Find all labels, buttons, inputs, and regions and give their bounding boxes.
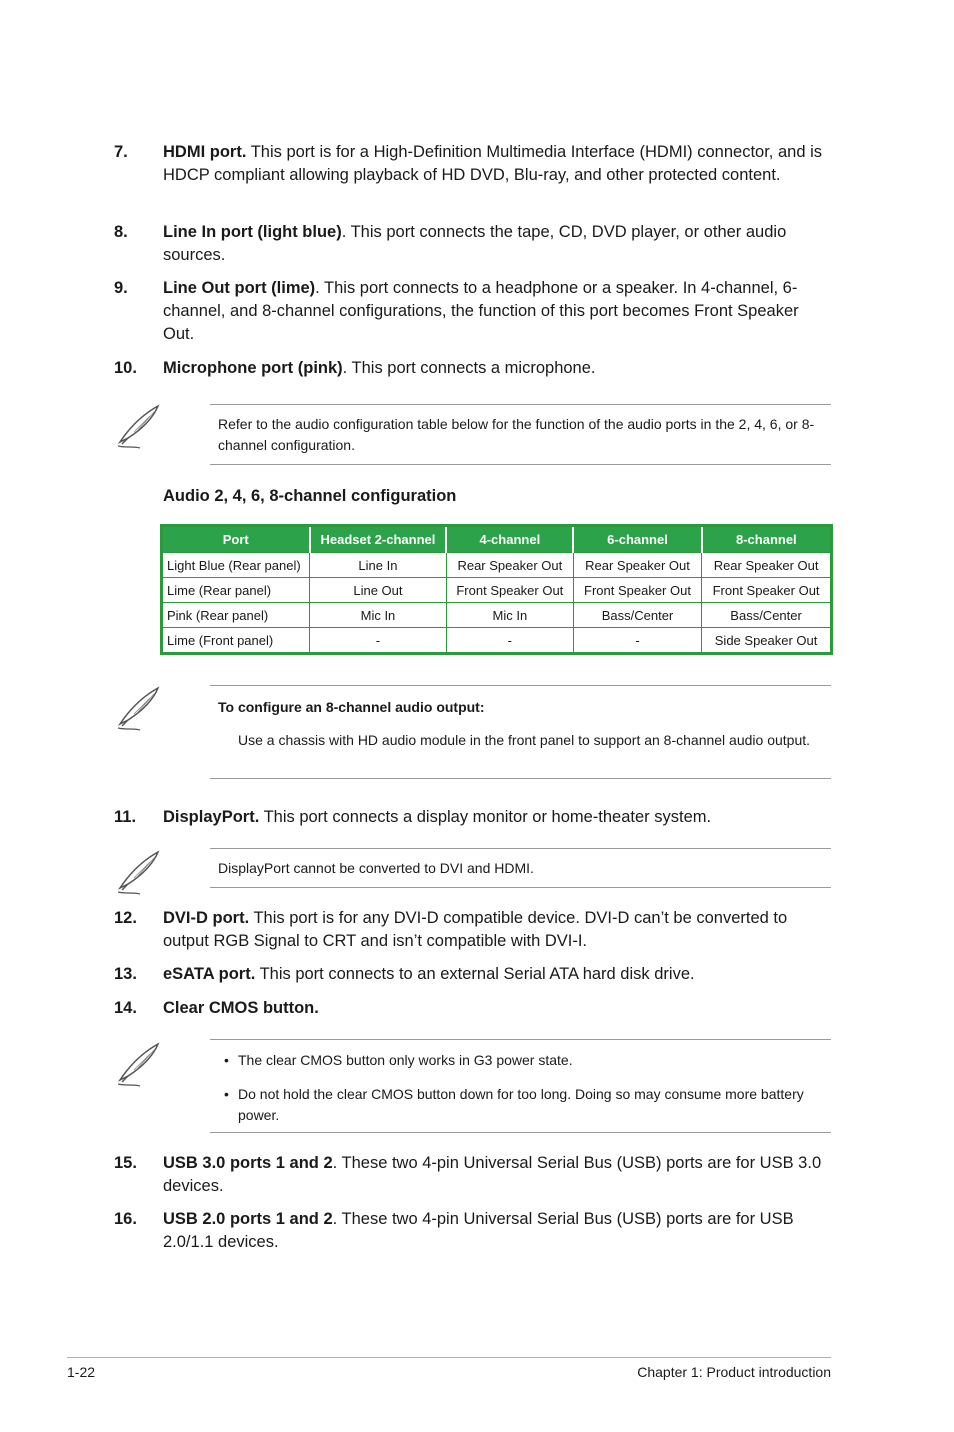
list-item-15 [114, 1152, 834, 1198]
item-title: USB 3.0 ports 1 and 2 [163, 1154, 333, 1172]
item-number: 14. [114, 999, 137, 1017]
list-item-16 [114, 1208, 834, 1254]
bullet-item [218, 1050, 831, 1071]
list-item-14 [114, 997, 834, 1020]
list-item-10 [114, 357, 834, 380]
pen-note-icon [114, 848, 166, 896]
table-row [162, 578, 832, 603]
list-item-8 [114, 221, 834, 267]
item-text: This port connects a display monitor or home-theater system. [259, 808, 712, 826]
table-cell: Mic In [310, 603, 447, 628]
item-text: . This port connects to a headphone or a speaker. In 4-channel, 6-channel, and 8-channel configurations, the function of this port becomes Front Speaker Out. [163, 279, 799, 343]
column-header: 8-channel [702, 526, 832, 553]
item-number: 15. [114, 1154, 137, 1172]
table-cell: Rear Speaker Out [702, 553, 832, 578]
item-text: . These two 4-pin Universal Serial Bus (USB) ports are for USB 3.0 devices. [163, 1154, 822, 1195]
table-row [162, 553, 832, 578]
pen-note-icon [114, 684, 166, 732]
table-cell: Line In [310, 553, 447, 578]
item-number: 13. [114, 965, 137, 983]
item-title: DVI-D port. [163, 909, 250, 927]
item-number: 7. [114, 143, 128, 161]
note-audio-reference [210, 404, 831, 465]
note-text: Use a chassis with HD audio module in the front panel to support an 8-channel audio output. [238, 732, 811, 748]
note-text: Refer to the audio configuration table below for the function of the audio ports in the 2, 4, 6, or 8-channel configuration. [218, 416, 815, 453]
table-cell: Rear Speaker Out [573, 553, 701, 578]
table-row [162, 603, 832, 628]
table-cell: Side Speaker Out [702, 628, 832, 654]
bullet-text: Do not hold the clear CMOS button down for too long. Doing so may consume more battery power. [238, 1086, 804, 1123]
item-text: This port connects to an external Serial ATA hard disk drive. [255, 965, 695, 983]
table-cell: Pink (Rear panel) [162, 603, 310, 628]
footer-divider [67, 1357, 831, 1358]
list-item-9 [114, 277, 834, 346]
table-cell: Lime (Front panel) [162, 628, 310, 654]
table-cell: Light Blue (Rear panel) [162, 553, 310, 578]
table-cell: Bass/Center [573, 603, 701, 628]
item-number: 9. [114, 279, 128, 297]
table-header-row [162, 526, 832, 553]
table-cell: Front Speaker Out [573, 578, 701, 603]
pen-note-icon [114, 1040, 166, 1088]
note-title: To configure an 8-channel audio output: [218, 699, 485, 715]
pen-note-icon [114, 402, 166, 450]
item-text: This port is for any DVI-D compatible device. DVI-D can’t be converted to output RGB Signal to CRT and isn’t compatible with DVI-I. [163, 909, 788, 950]
item-title: eSATA port. [163, 965, 256, 983]
bullet-dot: • [224, 1052, 229, 1068]
item-title: Line Out port (lime) [163, 279, 316, 297]
item-number: 11. [114, 808, 137, 826]
column-header: Headset 2-channel [310, 526, 447, 553]
list-item-13 [114, 963, 834, 986]
item-text: This port is for a High-Definition Multimedia Interface (HDMI) connector, and is HDCP compliant allowing playback of HD DVD, Blu-ray, and other protected content. [163, 143, 822, 184]
item-title: Microphone port (pink) [163, 359, 343, 377]
table-cell: Bass/Center [702, 603, 832, 628]
chapter-title: Chapter 1: Product introduction [637, 1364, 831, 1380]
list-item-12 [114, 907, 834, 953]
item-title: Clear CMOS button. [163, 999, 319, 1017]
list-item-11 [114, 806, 834, 829]
table-cell: - [573, 628, 701, 654]
item-title: DisplayPort. [163, 808, 260, 826]
item-text: . These two 4-pin Universal Serial Bus (USB) ports are for USB 2.0/1.1 devices. [163, 1210, 794, 1251]
note-eight-channel [210, 685, 831, 779]
item-number: 8. [114, 223, 128, 241]
item-number: 16. [114, 1210, 137, 1228]
column-header: 6-channel [573, 526, 701, 553]
item-title: Line In port (light blue) [163, 223, 342, 241]
table-cell: Mic In [446, 603, 573, 628]
table-cell: Line Out [310, 578, 447, 603]
item-title: HDMI port. [163, 143, 247, 161]
table-cell: Lime (Rear panel) [162, 578, 310, 603]
column-header: 4-channel [446, 526, 573, 553]
column-header: Port [162, 526, 310, 553]
note-displayport [210, 848, 831, 888]
item-number: 10. [114, 359, 137, 377]
table-cell: Rear Speaker Out [446, 553, 573, 578]
bullet-text: The clear CMOS button only works in G3 power state. [238, 1052, 573, 1068]
list-item-7 [114, 141, 834, 187]
audio-config-table [160, 524, 833, 655]
table-row [162, 628, 832, 654]
table-title: Audio 2, 4, 6, 8-channel configuration [163, 487, 457, 505]
bullet-dot: • [224, 1086, 229, 1102]
table-cell: Front Speaker Out [446, 578, 573, 603]
bullet-item [218, 1084, 831, 1126]
note-clear-cmos [210, 1039, 831, 1133]
page-number: 1-22 [67, 1364, 96, 1380]
item-text: . This port connects a microphone. [342, 359, 596, 377]
table-cell: Front Speaker Out [702, 578, 832, 603]
item-title: USB 2.0 ports 1 and 2 [163, 1210, 333, 1228]
table-cell: - [310, 628, 447, 654]
item-number: 12. [114, 909, 137, 927]
table-cell: - [446, 628, 573, 654]
note-text: DisplayPort cannot be converted to DVI and HDMI. [218, 860, 534, 876]
item-text: . This port connects the tape, CD, DVD player, or other audio sources. [163, 223, 787, 264]
